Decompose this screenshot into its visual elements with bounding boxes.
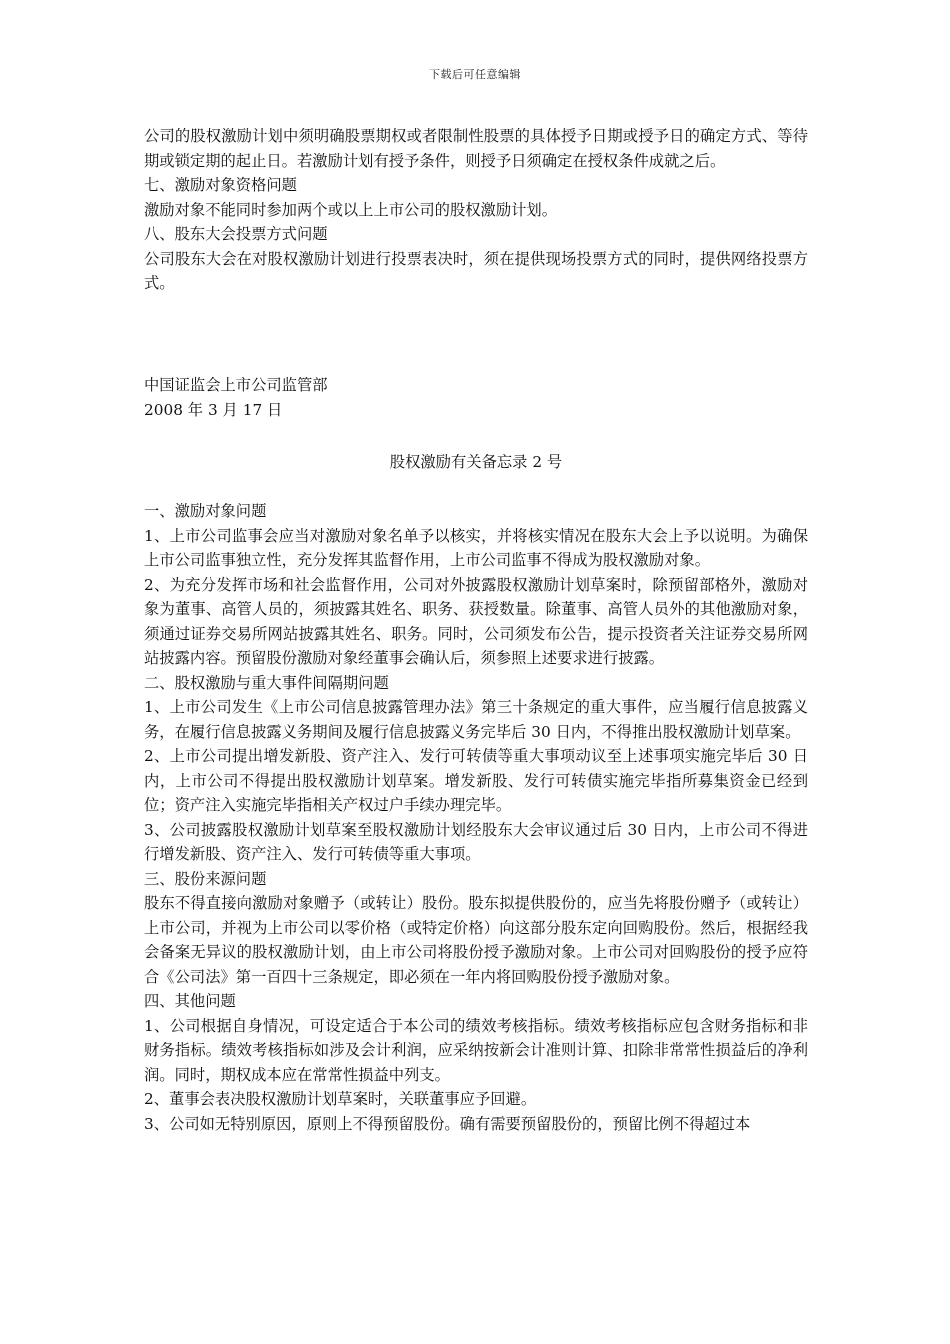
heading-voting-method: 八、股东大会投票方式问题 xyxy=(144,225,328,243)
heading-incentive-eligibility: 七、激励对象资格问题 xyxy=(144,176,297,194)
memo-title: 股权激励有关备忘录 2 号 xyxy=(389,453,563,471)
paragraph-major-events-2: 2、上市公司提出增发新股、资产注入、发行可转债等重大事项动议至上述事项实施完毕后 30 日内，上市公司不得提出股权激励计划草案。增发新股、发行可转债实施完毕指所募集资金已经到位；资产注入实施完毕指相关产权过户手续办理完毕。 xyxy=(144,747,808,814)
paragraph-major-events-1: 1、上市公司发生《上市公司信息披露管理办法》第三十条规定的重大事件，应当履行信息披露义务，在履行信息披露义务期间及履行信息披露义务完毕后 30 日内，不得推出股权激励计划草案。 xyxy=(144,698,808,741)
paragraph-disclosure: 2、为充分发挥市场和社会监督作用，公司对外披露股权激励计划草案时，除预留部格外，激励对象为董事、高管人员的，须披露其姓名、职务、获授数量。除董事、高管人员外的其他激励对象，须通过证券交易所网站披露其姓名、职务。同时，公司须发布公告，提示投资者关注证券交易所网站披露内容。预留股份激励对象经董事会确认后，须参照上述要求进行披露。 xyxy=(144,575,808,667)
paragraph-supervisory-board: 1、上市公司监事会应当对激励对象名单予以核实，并将核实情况在股东大会上予以说明。为确保上市公司监事独立性，充分发挥其监督作用，上市公司监事不得成为股权激励对象。 xyxy=(144,526,808,569)
paragraph-reserved-shares: 3、公司如无特别原因，原则上不得预留股份。确有需要预留股份的，预留比例不得超过本 xyxy=(144,1114,751,1133)
paragraph-share-source: 股东不得直接向激励对象赠予（或转让）股份。股东拟提供股份的，应当先将股份赠予（或转让）上市公司，并视为上市公司以零价格（或特定价格）向这部分股东定向回购股份。然后，根据经我会备案无异议的股权激励计划，由上市公司将股份授予激励对象。上市公司对回购股份的授予应符合《公司法》第一百四十三条规定，即必须在一年内将回购股份授予激励对象。 xyxy=(144,894,808,986)
signature-date: 2008 年 3 月 17 日 xyxy=(144,400,283,419)
signature-block xyxy=(144,373,808,422)
signature-organization: 中国证监会上市公司监管部 xyxy=(144,376,328,394)
section-top xyxy=(144,124,808,296)
paragraph-eligibility: 激励对象不能同时参加两个或以上上市公司的股权激励计划。 xyxy=(144,200,558,219)
paragraph-voting-method: 公司股东大会在对股权激励计划进行投票表决时，须在提供现场投票方式的同时，提供网络投票方式。 xyxy=(144,249,808,292)
paragraph-related-directors: 2、董事会表决股权激励计划草案时，关联董事应予回避。 xyxy=(144,1090,537,1108)
paragraph-performance-indicators: 1、公司根据自身情况，可设定适合于本公司的绩效考核指标。绩效考核指标应包含财务指标和非财务指标。绩效考核指标如涉及会计利润，应采纳按新会计准则计算、扣除非常常性损益后的净利润。同时，期权成本应在常常性损益中列支。 xyxy=(144,1016,808,1084)
paragraph-grant-date: 公司的股权激励计划中须明确股票期权或者限制性股票的具体授予日期或授予日的确定方式、等待期或锁定期的起止日。若激励计划有授予条件，则授予日须确定在授权条件成就之后。 xyxy=(144,127,808,170)
spacer xyxy=(144,475,808,500)
page-header: 下载后可任意编辑 xyxy=(429,68,521,81)
paragraph-major-events-3: 3、公司披露股权激励计划草案至股权激励计划经股东大会审议通过后 30 日内，上市公司不得进行增发新股、资产注入、发行可转债等重大事项。 xyxy=(144,820,808,863)
heading-share-source: 三、股份来源问题 xyxy=(144,869,267,888)
memo-2-section xyxy=(144,450,808,1136)
heading-incentive-targets: 一、激励对象问题 xyxy=(144,502,267,520)
heading-other-issues: 四、其他问题 xyxy=(144,992,236,1010)
heading-major-events: 二、股权激励与重大事件间隔期问题 xyxy=(144,673,389,692)
